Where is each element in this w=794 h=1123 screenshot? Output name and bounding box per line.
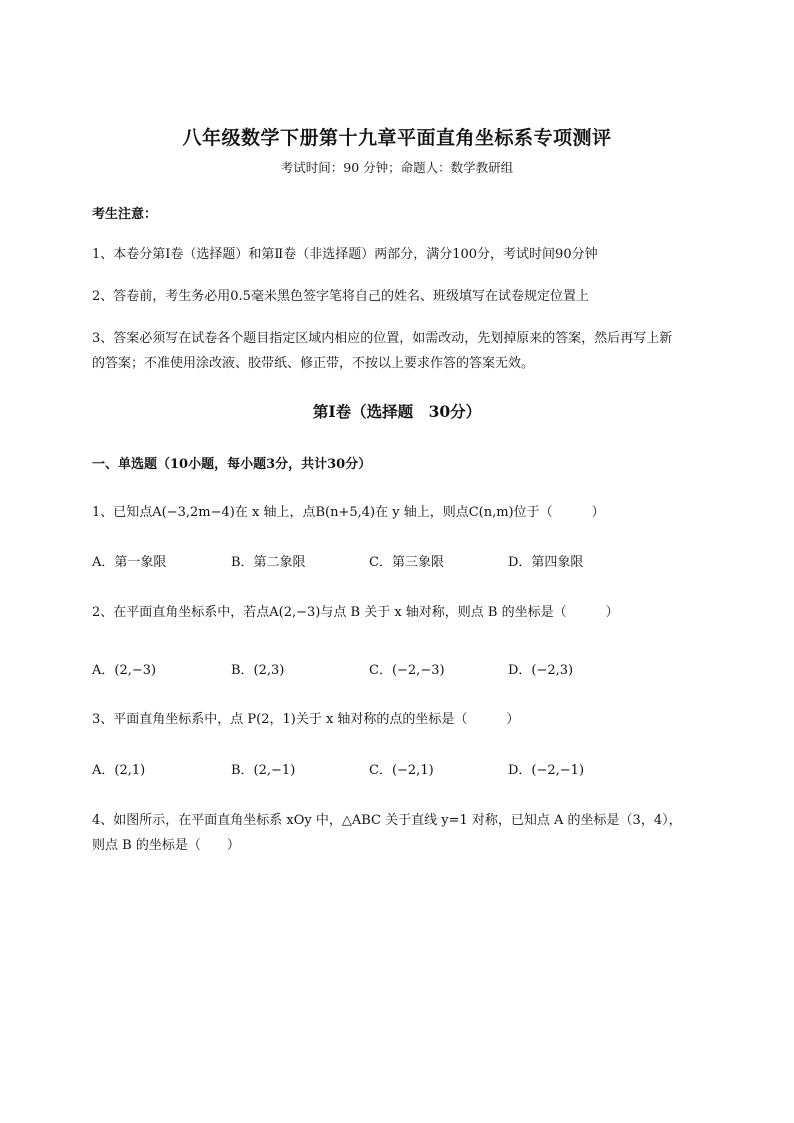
question-1-option-b: B．第二象限: [231, 555, 306, 570]
question-2-text: 2、在平面直角坐标系中，若点A(2,−3)与点 B 关于 x 轴对称，则点 B 的坐标是（ ）: [92, 605, 619, 620]
question-4-text-continued: 则点 B 的坐标是（ ）: [92, 838, 240, 853]
question-2-option-d: D．(−2,3): [508, 663, 574, 678]
question-3-option-a: A．(2,1): [92, 763, 146, 778]
question-3-option-c: C．(−2,1): [369, 763, 434, 778]
question-1-option-a: A．第一象限: [92, 555, 167, 570]
question-3-text: 3、平面直角坐标系中，点 P(2，1)关于 x 轴对称的点的坐标是（ ）: [92, 712, 520, 727]
notice-item-2: 2、答卷前，考生务必用0.5毫米黑色签字笔将自己的姓名、班级填写在试卷规定位置上: [92, 289, 589, 304]
question-3-option-b: B．(2,−1): [231, 763, 296, 778]
question-2-option-c: C．(−2,−3): [369, 663, 445, 678]
exam-info: 考试时间：90 分钟；命题人：数学教研组: [280, 160, 514, 175]
question-1-text: 1、已知点A(−3,2m−4)在 x 轴上，点B(n+5,4)在 y 轴上，则点C(n,m)位于（ ）: [92, 505, 605, 520]
notice-item-1: 1、本卷分第Ⅰ卷（选择题）和第Ⅱ卷（非选择题）两部分，满分100分，考试时间90分钟: [92, 247, 598, 262]
page-title: 八年级数学下册第十九章平面直角坐标系专项测评: [182, 127, 612, 149]
question-1-option-d: D．第四象限: [508, 555, 584, 570]
question-3-option-d: D．(−2,−1): [508, 763, 585, 778]
question-2-option-a: A．(2,−3): [92, 663, 157, 678]
question-1-option-c: C．第三象限: [369, 555, 444, 570]
section-title: 第Ⅰ卷（选择题 30分）: [312, 402, 482, 421]
notice-heading: 考生注意：: [92, 207, 158, 222]
notice-item-3-continued: 的答案；不准使用涂改液、胶带纸、修正带，不按以上要求作答的答案无效。: [92, 356, 535, 371]
question-2-option-b: B．(2,3): [231, 663, 285, 678]
notice-item-3: 3、答案必须写在试卷各个题目指定区域内相应的位置，如需改动，先划掉原来的答案，然后再写上新: [92, 331, 673, 346]
question-4-text: 4、如图所示，在平面直角坐标系 xOy 中，△ABC 关于直线 y=1 对称，已知点 A 的坐标是（3，4），: [92, 813, 682, 828]
part-title: 一、单选题（10小题，每小题3分，共计30分）: [92, 457, 372, 472]
